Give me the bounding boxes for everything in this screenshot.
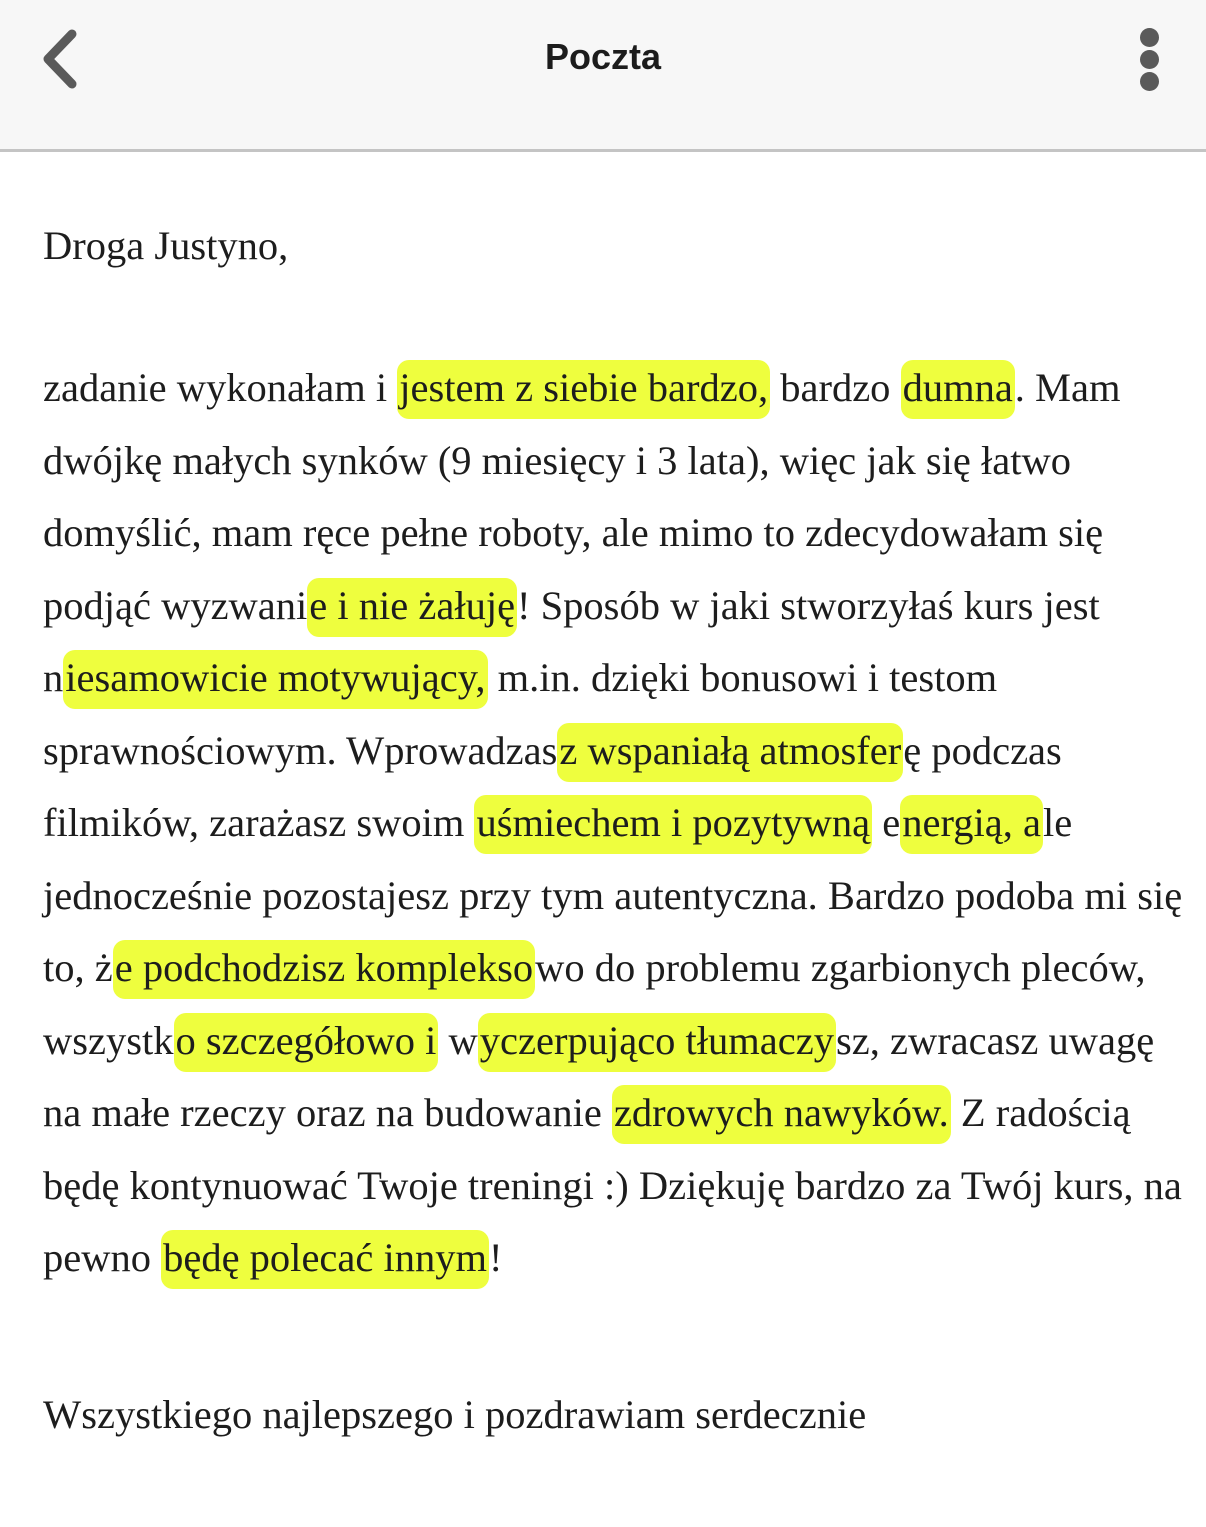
highlighted-text: o szczegółowo i (174, 1013, 439, 1072)
body-text-segment: e (872, 800, 901, 845)
body-text-segment: . Mam dwójkę małych synków (9 miesięcy i 3 lata), więc jak się łatwo domyślić, mam ręce pełne roboty, ale mimo to zdecydowałam się podjąć wyzwani (43, 365, 1121, 628)
email-closing: Wszystkiego najlepszego i pozdrawiam serdecznie (43, 1391, 867, 1437)
highlighted-text: iesamowicie motywujący, (63, 650, 487, 709)
body-text-segment: ę podczas filmików, zarażasz swoim (43, 727, 1062, 845)
more-options-button[interactable] (1128, 22, 1172, 96)
body-text-segment: w (438, 1017, 478, 1063)
highlighted-text: z wspaniałą atmosfer (557, 723, 903, 782)
highlighted-text: e i nie żałuję (307, 578, 517, 637)
highlighted-text: nergią, a (900, 795, 1043, 854)
body-text-segment: zadanie wykonałam i (43, 365, 398, 410)
body-text-segment: ! (488, 1235, 503, 1280)
highlighted-text: yczerpująco tłumaczy (478, 1013, 836, 1072)
more-vertical-icon-dot (1140, 72, 1159, 91)
more-vertical-icon (1140, 28, 1159, 47)
highlighted-text: jestem z siebie bardzo, (397, 360, 770, 419)
more-vertical-icon-dot (1140, 50, 1159, 69)
body-text-segment: le jednocześnie pozostajesz przy tym autentyczna. Bardzo podoba mi się to, ż (43, 800, 1183, 990)
body-text-segment: ! Sposób w jaki stworzyłaś kurs jest n (43, 582, 1100, 700)
body-text-segment: Z radością będę kontynuować Twoje treningi :) Dziękuję bardzo za Twój kurs, na pewno (43, 1090, 1182, 1280)
highlighted-text: będę polecać innym (161, 1230, 489, 1289)
highlighted-text: dumna (901, 360, 1015, 419)
body-text-segment: wo do problemu zgarbionych pleców, wszystk (43, 945, 1146, 1063)
email-greeting: Droga Justyno, (43, 223, 289, 268)
highlighted-text: e podchodzisz komplekso (113, 940, 535, 999)
body-text-segment: sz, zwracasz uwagę na małe rzeczy oraz na budowanie (43, 1017, 1155, 1135)
highlighted-text: zdrowych nawyków. (612, 1085, 951, 1144)
body-text-segment: m.in. dzięki bonusowi i testom sprawnościowym. Wprowadzas (43, 655, 998, 773)
top-app-bar (0, 0, 1206, 152)
email-content (43, 208, 1188, 1451)
email-body (43, 352, 1188, 1295)
body-text-segment: bardzo (770, 365, 901, 410)
highlighted-text: uśmiechem i pozytywną (474, 795, 872, 854)
page-title: Poczta (544, 36, 662, 77)
